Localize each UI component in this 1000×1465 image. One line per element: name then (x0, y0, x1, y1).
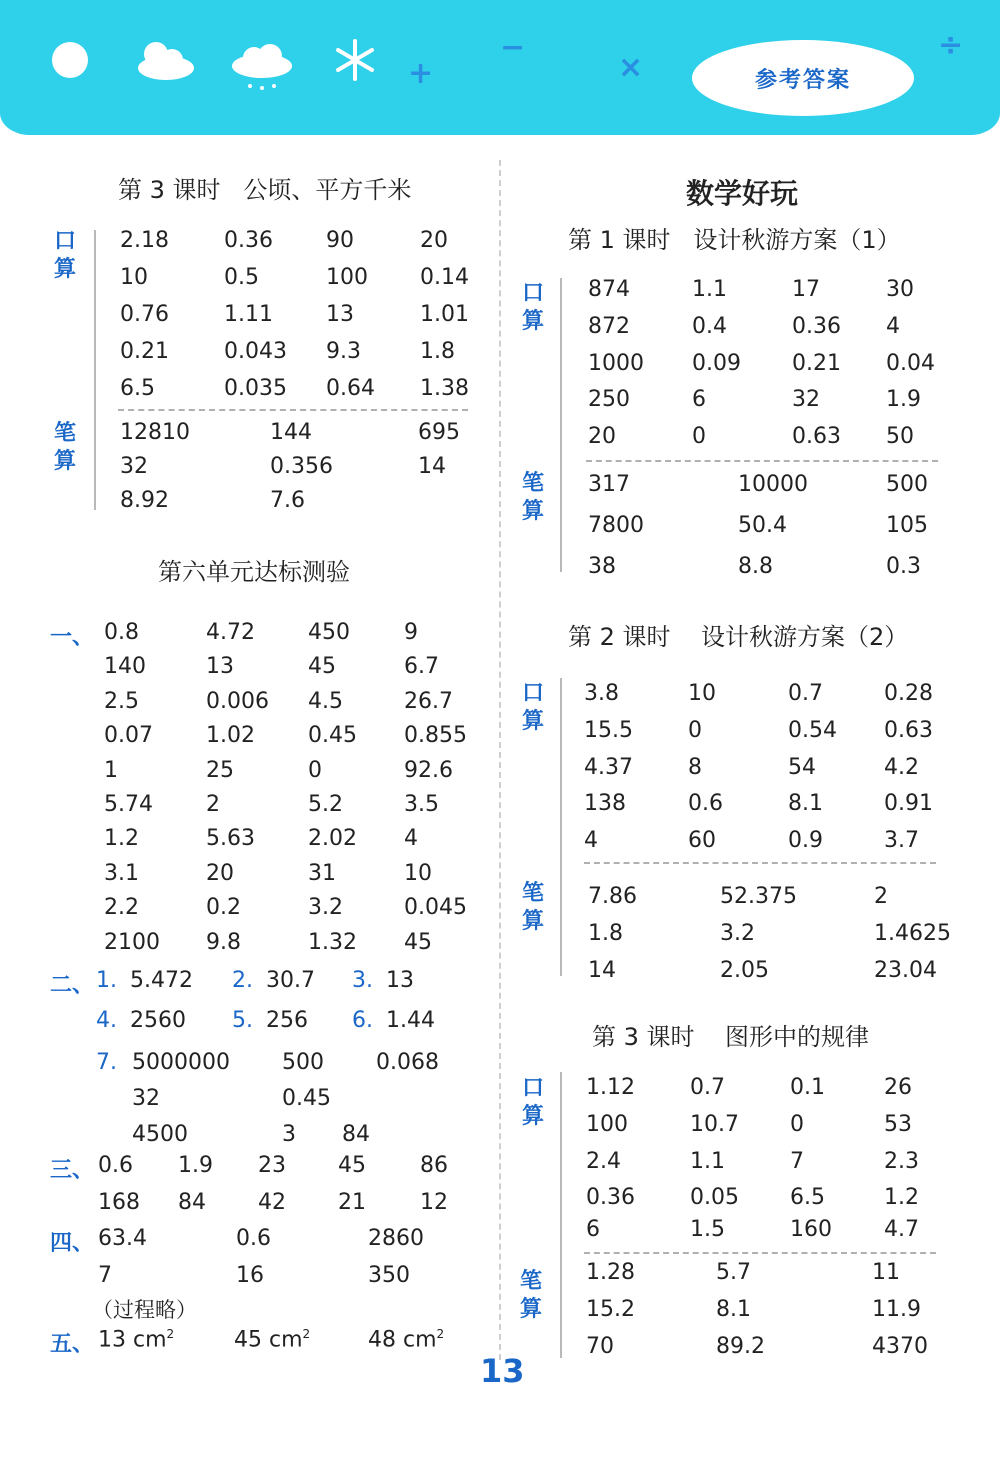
grid-cell: 3.1 (104, 860, 139, 886)
item-number: 6. (352, 1008, 373, 1033)
grid-cell: 6.5 (120, 376, 155, 401)
grid-cell: 3.2 (720, 921, 755, 946)
grid-cell: 8.1 (716, 1297, 751, 1322)
grid-cell: 500 (886, 472, 928, 497)
grid-cell: 3.5 (404, 791, 439, 817)
right-lesson1-title: 第 1 课时 设计秋游方案（1） (568, 226, 901, 254)
item-answer: 0.6 (236, 1226, 271, 1251)
item-answer: 84 (178, 1190, 206, 1215)
item-answer: 5.472 (130, 968, 193, 993)
grid-cell: 0.5 (224, 265, 259, 290)
grid-cell: 0.07 (104, 723, 153, 749)
grid-cell: 2100 (104, 929, 160, 955)
grid-cell: 0 (692, 424, 706, 450)
grid-cell: 4.5 (308, 688, 343, 714)
item-answer: 13 (386, 968, 414, 993)
grid-cell: 4 (886, 313, 900, 339)
grid-cell: 2.05 (720, 958, 769, 983)
item-answer: 256 (266, 1008, 308, 1033)
grid-cell: 12810 (120, 420, 190, 445)
grid-cell: 1.2 (884, 1185, 919, 1211)
grid-cell: 50.4 (738, 513, 787, 538)
area-exponent: 2 (436, 1327, 445, 1341)
grid-cell: 20 (588, 424, 616, 450)
grid-cell: 4.72 (206, 620, 255, 645)
grid-cell: 4.2 (884, 754, 919, 780)
process-note: （过程略） (92, 1298, 197, 1322)
grid-cell: 13 (206, 654, 234, 680)
grid-cell: 0.14 (420, 265, 469, 290)
grid-cell: 100 (586, 1111, 628, 1137)
grid-cell: 7800 (588, 513, 644, 538)
grid-cell: 15.2 (586, 1297, 635, 1322)
area-answer (368, 1327, 444, 1352)
grid-cell: 11.9 (872, 1297, 921, 1322)
grid-cell: 1.11 (224, 302, 273, 327)
bisuan-label: 笔算 (521, 881, 544, 934)
grid-cell: 2.4 (586, 1148, 621, 1174)
item-answer: 84 (342, 1122, 370, 1147)
grid-cell: 0.63 (884, 717, 933, 743)
column-divider (499, 160, 501, 1360)
grid-cell: 38 (588, 554, 616, 579)
plus-icon: + (408, 56, 434, 91)
item-answer: 21 (338, 1190, 366, 1215)
grid-cell: 23.04 (874, 958, 937, 983)
grid-cell: 1.8 (588, 921, 623, 946)
grid-cell: 2.18 (120, 228, 169, 253)
grid-cell: 8 (688, 754, 702, 780)
grid-cell: 2.5 (104, 688, 139, 714)
grid-cell: 60 (688, 828, 716, 854)
item-answer: 7 (98, 1263, 112, 1288)
grid-cell: 50 (886, 424, 914, 450)
grid-cell: 4.37 (584, 754, 633, 780)
area-value: 45 cm (234, 1327, 303, 1353)
grid-cell: 317 (588, 472, 630, 497)
minus-icon: − (500, 30, 526, 65)
item-answer: 23 (258, 1153, 286, 1178)
grid-cell: 140 (104, 654, 146, 680)
grid-cell: 0 (308, 757, 322, 783)
grid-cell: 53 (884, 1111, 912, 1137)
grid-cell: 0.2 (206, 895, 241, 921)
left-lesson3-title: 第 3 课时 公顷、平方千米 (118, 176, 412, 204)
bisuan-label: 笔算 (519, 1269, 542, 1322)
grid-cell: 8.1 (788, 791, 823, 817)
item-number: 1. (96, 968, 117, 993)
grid-cell: 1000 (588, 350, 644, 376)
item-number: 3. (352, 968, 373, 993)
grid-cell: 874 (588, 277, 630, 302)
grid-cell: 138 (584, 791, 626, 817)
grid-cell: 1.1 (692, 277, 727, 302)
kousuan-label: 口算 (53, 229, 76, 282)
area-answer (98, 1327, 174, 1352)
grid-cell: 1.28 (586, 1260, 635, 1285)
grid-cell: 1.8 (420, 339, 455, 364)
area-exponent: 2 (166, 1327, 175, 1341)
item-answer: 0.068 (376, 1050, 439, 1075)
grid-cell: 0.045 (404, 895, 467, 921)
grid-cell: 26 (884, 1075, 912, 1100)
grid-cell: 0.855 (404, 723, 467, 749)
item-number: 7. (96, 1050, 117, 1075)
grid-cell: 2.02 (308, 826, 357, 852)
kousuan-label: 口算 (521, 281, 544, 334)
bisuan-label: 笔算 (521, 471, 544, 524)
item-answer: 63.4 (98, 1226, 147, 1251)
grid-cell: 1.5 (690, 1217, 725, 1243)
item-answer: 12 (420, 1190, 448, 1215)
grid-cell: 0.21 (120, 339, 169, 364)
grid-cell: 8.92 (120, 488, 169, 513)
grid-cell: 13 (326, 302, 354, 327)
grid-cell: 1.2 (104, 826, 139, 852)
grid-cell: 31 (308, 860, 336, 886)
grid-cell: 1.12 (586, 1075, 635, 1100)
grid-cell: 0.3 (886, 554, 921, 579)
grid-cell: 0.76 (120, 302, 169, 327)
section-marker: 四、 (50, 1231, 95, 1256)
grid-cell: 15.5 (584, 717, 633, 743)
item-number: 5. (232, 1008, 253, 1033)
grid-cell: 10 (120, 265, 148, 290)
grid-cell: 45 (404, 929, 432, 955)
item-number: 2. (232, 968, 253, 993)
grid-cell: 14 (588, 958, 616, 983)
grid-cell: 0.7 (788, 681, 823, 706)
grid-cell: 0.6 (688, 791, 723, 817)
grid-cell: 14 (418, 454, 446, 479)
area-exponent: 2 (302, 1327, 311, 1341)
grid-cell: 7.86 (588, 884, 637, 909)
grid-cell: 0 (688, 717, 702, 743)
page-number: 13 (480, 1352, 525, 1390)
grid-cell: 0.006 (206, 688, 269, 714)
grid-cell: 1.9 (886, 387, 921, 413)
item-answer: 2860 (368, 1226, 424, 1251)
item-answer: 0.6 (98, 1153, 133, 1178)
section-marker: 一、 (50, 625, 95, 650)
right-lesson3-title: 第 3 课时 图形中的规律 (592, 1023, 870, 1051)
grid-cell: 144 (270, 420, 312, 445)
item-answer: 42 (258, 1190, 286, 1215)
item-answer: 32 (132, 1086, 160, 1111)
grid-cell: 6.5 (790, 1185, 825, 1211)
kousuan-label: 口算 (521, 681, 544, 734)
grid-cell: 30 (886, 277, 914, 302)
grid-cell: 0.28 (884, 681, 933, 706)
grid-cell: 4 (584, 828, 598, 854)
dashed-separator (586, 460, 938, 462)
item-answer: 1.9 (178, 1153, 213, 1178)
grid-cell: 0.63 (792, 424, 841, 450)
grid-cell: 5.63 (206, 826, 255, 852)
grid-cell: 0.09 (692, 350, 741, 376)
grid-cell: 2.3 (884, 1148, 919, 1174)
grid-cell: 0.05 (690, 1185, 739, 1211)
grid-cell: 0.1 (790, 1075, 825, 1100)
grid-cell: 105 (886, 513, 928, 538)
grid-cell: 20 (206, 860, 234, 886)
grid-cell: 0.04 (886, 350, 935, 376)
grid-cell: 26.7 (404, 688, 453, 714)
grid-cell: 52.375 (720, 884, 797, 909)
grid-cell: 10000 (738, 472, 808, 497)
item-answer: 0.45 (282, 1086, 331, 1111)
grid-cell: 10 (688, 681, 716, 706)
grid-cell: 1.32 (308, 929, 357, 955)
item-answer: 45 (338, 1153, 366, 1178)
grid-cell: 92.6 (404, 757, 453, 783)
section-bar (560, 678, 562, 976)
grid-cell: 160 (790, 1217, 832, 1243)
grid-cell: 0.4 (692, 313, 727, 339)
area-answer (234, 1327, 310, 1352)
grid-cell: 3.7 (884, 828, 919, 854)
section-marker: 二、 (50, 973, 95, 998)
grid-cell: 0.36 (586, 1185, 635, 1211)
item-answer: 5000000 (132, 1050, 230, 1075)
grid-cell: 6 (692, 387, 706, 413)
right-heading: 数学好玩 (686, 177, 799, 210)
grid-cell: 89.2 (716, 1334, 765, 1359)
grid-cell: 7 (790, 1148, 804, 1174)
sun-icon (52, 42, 88, 78)
section-bar (560, 278, 562, 572)
grid-cell: 2 (206, 791, 220, 817)
grid-cell: 25 (206, 757, 234, 783)
grid-cell: 6 (586, 1217, 600, 1243)
grid-cell: 1.02 (206, 723, 255, 749)
grid-cell: 0.7 (690, 1075, 725, 1100)
partly-cloudy-icon (132, 36, 198, 82)
grid-cell: 4370 (872, 1334, 928, 1359)
answer-badge-text: 参考答案 (754, 67, 851, 93)
grid-cell: 0 (790, 1111, 804, 1137)
grid-cell: 0.54 (788, 717, 837, 743)
item-answer: 500 (282, 1050, 324, 1075)
section-bar (560, 1072, 562, 1358)
grid-cell: 32 (792, 387, 820, 413)
grid-cell: 54 (788, 754, 816, 780)
section-bar (94, 230, 96, 510)
item-answer: 86 (420, 1153, 448, 1178)
grid-cell: 4.7 (884, 1217, 919, 1243)
item-answer: 2560 (130, 1008, 186, 1033)
dashed-separator (584, 862, 936, 864)
grid-cell: 11 (872, 1260, 900, 1285)
grid-cell: 0.043 (224, 339, 287, 364)
grid-cell: 1.1 (690, 1148, 725, 1174)
grid-cell: 1.4625 (874, 921, 951, 946)
grid-cell: 10 (404, 860, 432, 886)
kousuan-label: 口算 (521, 1076, 544, 1129)
area-value: 13 cm (98, 1327, 167, 1353)
grid-cell: 250 (588, 387, 630, 413)
grid-cell: 5.2 (308, 791, 343, 817)
grid-cell: 0.45 (308, 723, 357, 749)
grid-cell: 1 (104, 757, 118, 783)
dashed-separator (118, 409, 468, 411)
grid-cell: 1.01 (420, 302, 469, 327)
item-answer: 30.7 (266, 968, 315, 993)
grid-cell: 5.74 (104, 791, 153, 817)
divide-icon: ÷ (938, 28, 964, 63)
grid-cell: 2.2 (104, 895, 139, 921)
grid-cell: 872 (588, 313, 630, 339)
rain-cloud-icon (228, 40, 298, 94)
grid-cell: 695 (418, 420, 460, 445)
item-number: 4. (96, 1008, 117, 1033)
item-answer: 168 (98, 1190, 140, 1215)
grid-cell: 5.7 (716, 1260, 751, 1285)
grid-cell: 9 (404, 620, 418, 645)
grid-cell: 6.7 (404, 654, 439, 680)
grid-cell: 17 (792, 277, 820, 302)
grid-cell: 90 (326, 228, 354, 253)
grid-cell: 1.38 (420, 376, 469, 401)
grid-cell: 32 (120, 454, 148, 479)
right-lesson2-title: 第 2 课时 设计秋游方案（2） (568, 623, 909, 651)
grid-cell: 7.6 (270, 488, 305, 513)
unit-test-title: 第六单元达标测验 (158, 558, 350, 586)
grid-cell: 0.035 (224, 376, 287, 401)
item-answer: 4500 (132, 1122, 188, 1147)
grid-cell: 0.21 (792, 350, 841, 376)
grid-cell: 0.8 (104, 620, 139, 645)
grid-cell: 10.7 (690, 1111, 739, 1137)
item-answer: 16 (236, 1263, 264, 1288)
grid-cell: 0.9 (788, 828, 823, 854)
grid-cell: 0.91 (884, 791, 933, 817)
grid-cell: 70 (586, 1334, 614, 1359)
times-icon: × (618, 50, 644, 85)
item-answer: 3 (282, 1122, 296, 1147)
grid-cell: 3.8 (584, 681, 619, 706)
grid-cell: 8.8 (738, 554, 773, 579)
grid-cell: 20 (420, 228, 448, 253)
answer-badge (692, 40, 914, 116)
section-marker: 三、 (50, 1158, 95, 1183)
item-answer: 350 (368, 1263, 410, 1288)
grid-cell: 0.36 (224, 228, 273, 253)
snowflake-icon (333, 38, 377, 82)
grid-cell: 9.3 (326, 339, 361, 364)
grid-cell: 45 (308, 654, 336, 680)
grid-cell: 9.8 (206, 929, 241, 955)
item-answer: 1.44 (386, 1008, 435, 1033)
grid-cell: 0.64 (326, 376, 375, 401)
grid-cell: 0.36 (792, 313, 841, 339)
dashed-separator (584, 1252, 936, 1254)
grid-cell: 0.356 (270, 454, 333, 479)
grid-cell: 100 (326, 265, 368, 290)
grid-cell: 2 (874, 884, 888, 909)
area-value: 48 cm (368, 1327, 437, 1353)
grid-cell: 450 (308, 620, 350, 645)
section-marker: 五、 (50, 1332, 95, 1357)
bisuan-label: 笔算 (53, 421, 76, 474)
grid-cell: 4 (404, 826, 418, 852)
grid-cell: 3.2 (308, 895, 343, 921)
